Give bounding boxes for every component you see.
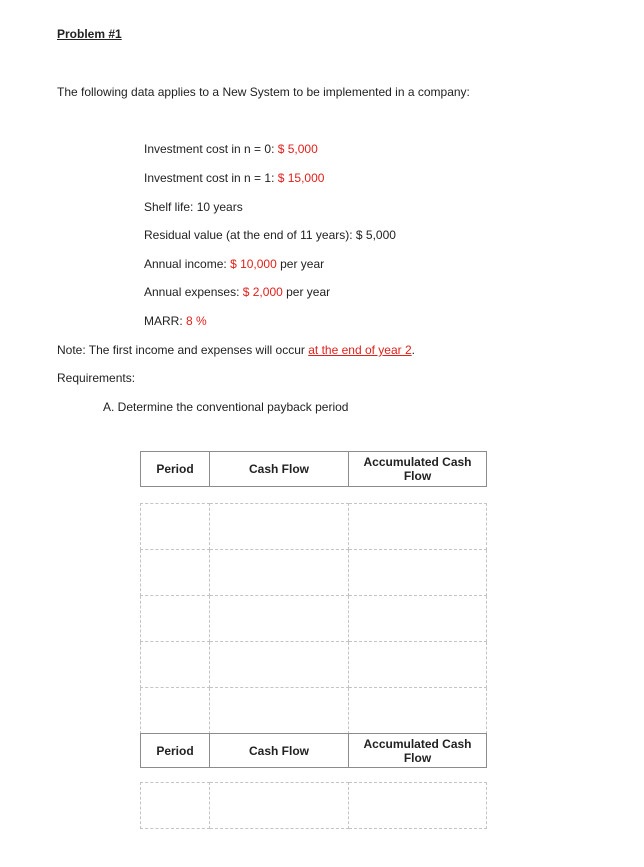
problem-title: Problem #1	[57, 27, 122, 41]
note-highlight: at the end of year 2	[308, 343, 412, 357]
table-cell[interactable]	[141, 688, 210, 734]
payback-table-2-body	[140, 782, 487, 829]
requirement-a: A. Determine the conventional payback period	[103, 400, 349, 414]
table-header-row	[141, 734, 487, 768]
table-cell[interactable]	[210, 688, 349, 734]
table-cell[interactable]	[210, 642, 349, 688]
requirements-label: Requirements:	[57, 371, 136, 385]
data-label: Annual expenses:	[144, 285, 243, 299]
data-suffix: per year	[282, 285, 331, 299]
data-label: MARR:	[144, 314, 186, 328]
data-label: Investment cost in n = 1:	[144, 171, 278, 185]
table-row	[141, 504, 487, 550]
table-row	[141, 642, 487, 688]
data-suffix: per year	[276, 257, 325, 271]
table-header-row	[141, 452, 487, 487]
data-value: $ 15,000	[277, 171, 325, 185]
data-item-annual-expenses	[144, 285, 330, 299]
table-cell[interactable]	[349, 596, 487, 642]
table-cell[interactable]	[349, 783, 487, 829]
payback-table-1-body	[140, 503, 487, 734]
data-item-marr	[144, 314, 207, 328]
payback-table-2	[140, 733, 487, 768]
table-cell[interactable]	[210, 596, 349, 642]
table-cell[interactable]	[349, 688, 487, 734]
data-label: Shelf life: 10 years	[144, 200, 243, 214]
table-cell[interactable]	[141, 783, 210, 829]
table-row	[141, 688, 487, 734]
header-cash-flow: Cash Flow	[210, 734, 349, 768]
data-item-residual-value	[144, 228, 396, 242]
table-row	[141, 596, 487, 642]
note-suffix: .	[411, 343, 415, 357]
data-item-investment-n0	[144, 142, 318, 156]
note-text	[57, 343, 415, 357]
table-cell[interactable]	[210, 550, 349, 596]
header-accumulated-cash-flow: Accumulated Cash Flow	[349, 734, 487, 768]
table-cell[interactable]	[141, 642, 210, 688]
table-cell[interactable]	[210, 783, 349, 829]
header-period: Period	[141, 734, 210, 768]
data-label: Residual value (at the end of 11 years): $ 5,000	[144, 228, 396, 242]
table-row	[141, 783, 487, 829]
data-value: $ 10,000	[230, 257, 277, 271]
note-prefix: Note: The first income and expenses will occur	[57, 343, 309, 357]
data-item-investment-n1	[144, 171, 324, 185]
data-value: $ 2,000	[242, 285, 283, 299]
header-accumulated-cash-flow: Accumulated Cash Flow	[349, 452, 487, 487]
data-item-annual-income	[144, 257, 324, 271]
data-label: Annual income:	[144, 257, 231, 271]
table-cell[interactable]	[349, 642, 487, 688]
payback-table-1	[140, 451, 487, 487]
table-cell[interactable]	[210, 504, 349, 550]
table-cell[interactable]	[141, 504, 210, 550]
table-row	[141, 550, 487, 596]
data-item-shelf-life	[144, 200, 243, 214]
data-value: 8 %	[186, 314, 207, 328]
table-cell[interactable]	[349, 504, 487, 550]
data-label: Investment cost in n = 0:	[144, 142, 278, 156]
table-cell[interactable]	[141, 596, 210, 642]
header-cash-flow: Cash Flow	[210, 452, 349, 487]
header-period: Period	[141, 452, 210, 487]
data-value: $ 5,000	[277, 142, 318, 156]
table-cell[interactable]	[141, 550, 210, 596]
intro-text: The following data applies to a New System to be implemented in a company:	[57, 85, 470, 99]
table-cell[interactable]	[349, 550, 487, 596]
